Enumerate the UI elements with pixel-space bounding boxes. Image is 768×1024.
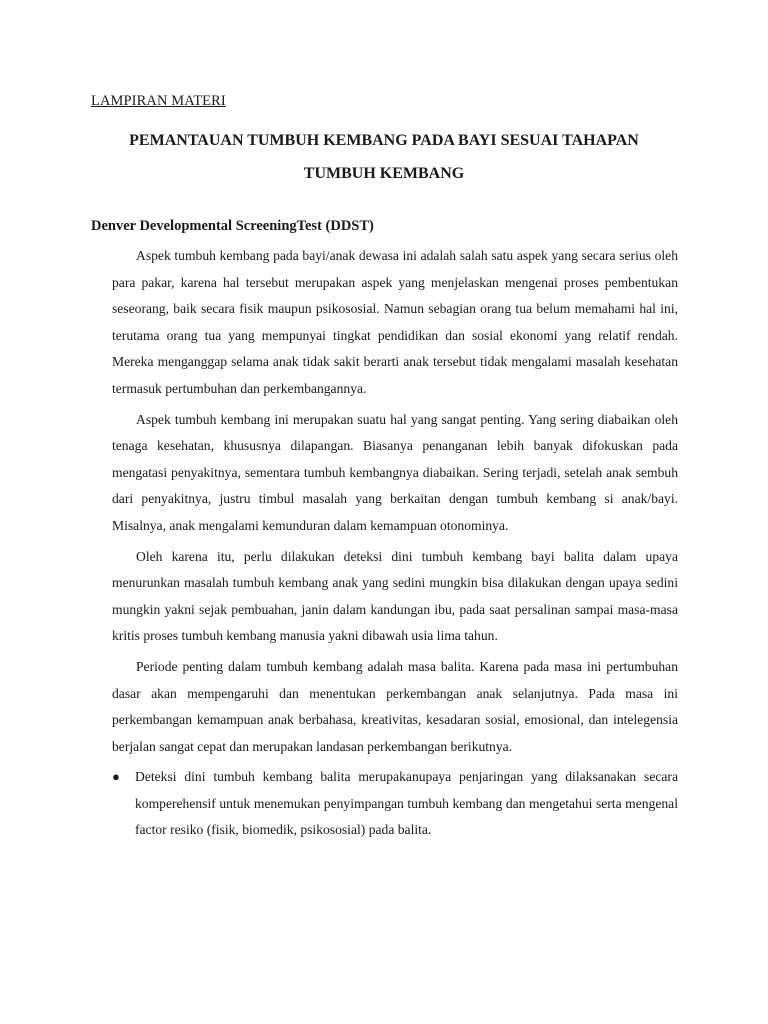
list-item [112,764,678,844]
title-line-2: TUMBUH KEMBANG [303,165,465,182]
attachment-label: LAMPIRAN MATERI [91,93,226,109]
paragraph-1: Aspek tumbuh kembang pada bayi/anak dewasa ini adalah salah satu aspek yang secara serius oleh para pakar, karena hal tersebut merupakan aspek yang menjelaskan mengenai proses pembentukan seseorang, baik secara fisik maupun psikososial. Namun sebagian orang tua belum memahami hal ini, terutama orang tua yang mempunyai tingkat pendidikan dan sosial ekonomi yang relatif rendah. Mereka menganggap selama anak tidak sakit berarti anak tersebut tidak mengalami masalah kesehatan termasuk pertumbuhan dan perkembangannya. [112,248,678,396]
bullet-list [112,764,678,844]
list-item-text: Deteksi dini tumbuh kembang balita merupakanupaya penjaringan yang dilaksanakan secara komperehensif untuk menemukan penyimpangan tumbuh kembang dan mengetahui serta mengenal factor resiko (fisik, biomedik, psikososial) pada balita. [135,769,678,838]
page-title [80,124,688,190]
paragraph-2: Aspek tumbuh kembang ini merupakan suatu hal yang sangat penting. Yang sering diabaikan oleh tenaga kesehatan, khususnya dilapangan. Biasanya penanganan lebih banyak difokuskan pada mengatasi penyakitnya, sementara tumbuh kembangnya diabaikan. Sering terjadi, setelah anak sembuh dari penyakitnya, justru timbul masalah yang berkaitan dengan tumbuh kembang si anak/bayi. Misalnya, anak mengalami kemunduran dalam kemampuan otonominya. [112,411,678,533]
paragraph-3: Oleh karena itu, perlu dilakukan deteksi dini tumbuh kembang bayi balita dalam upaya menurunkan masalah tumbuh kembang anak yang sedini mungkin bisa dilakukan dengan upaya sedini mungkin yakni sejak pembuahan, janin dalam kandungan ibu, pada saat persalinan sampai masa-masa kritis proses tumbuh kembang manusia yakni dibawah usia lima tahun. [112,548,678,644]
paragraph-4: Periode penting dalam tumbuh kembang adalah masa balita. Karena pada masa ini pertumbuhan dasar akan mempengaruhi dan menentukan perkembangan anak selanjutnya. Pada masa ini perkembangan kemampuan anak berbahasa, kreativitas, kesadaran sosial, emosional, dan intelegensia berjalan sangat cepat dan merupakan landasan perkembangan berikutnya. [112,658,678,754]
body-text [112,243,678,844]
section-heading: Denver Developmental ScreeningTest (DDST) [91,218,374,234]
bullet-dot-icon: ● [112,769,120,785]
title-line-1: PEMANTAUAN TUMBUH KEMBANG PADA BAYI SESUAI TAHAPAN [129,132,639,149]
